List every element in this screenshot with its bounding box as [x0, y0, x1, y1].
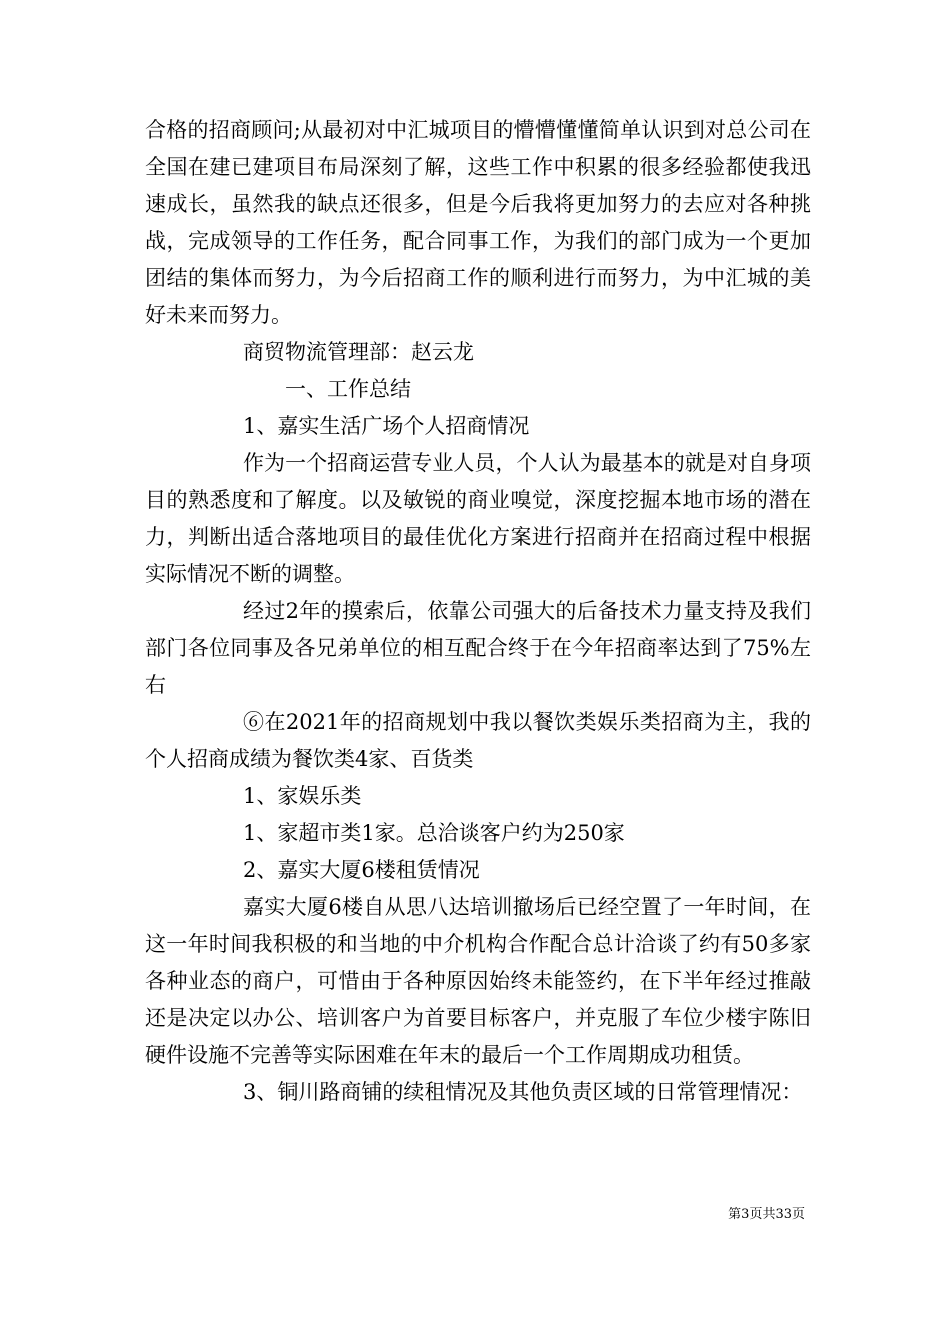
paragraph-two-year-result: 经过2年的摸索后，依靠公司强大的后备技术力量支持及我们部门各位同事及各兄弟单位的相互配合终于在今年招商率达到了75%左右 — [145, 599, 811, 697]
paragraph-department-author: 商贸物流管理部：赵云龙 — [243, 340, 474, 364]
paragraph-2021-plan: ⑥在2021年的招商规划中我以餐饮类娱乐类招商为主，我的个人招商成绩为餐饮类4家、百货类 — [145, 710, 811, 771]
list-item-entertainment: 1、家娱乐类 — [243, 784, 362, 808]
subheading-tongchuan-road: 3、铜川路商铺的续租情况及其他负责区域的日常管理情况： — [243, 1080, 803, 1104]
document-body — [145, 112, 811, 1111]
section-heading-work-summary: 一、工作总结 — [285, 377, 411, 401]
subheading-jiashi-plaza: 1、嘉实生活广场个人招商情况 — [243, 414, 530, 438]
paragraph-tower-leasing: 嘉实大厦6楼自从思八达培训撤场后已经空置了一年时间，在这一年时间我积极的和当地的中介机构合作配合总计洽谈了约有50多家各种业态的商户，可惜由于各种原因始终未能签约，在下半年经过推敲还是决定以办公、培训客户为首要目标客户，并克服了车位少楼宇陈旧硬件设施不完善等实际困难在年末的最后一个工作周期成功租赁。 — [145, 895, 811, 1067]
page-number-footer: 第3页共33页 — [728, 1207, 805, 1222]
paragraph-professional-view: 作为一个招商运营专业人员，个人认为最基本的就是对自身项目的熟悉度和了解度。以及敏锐的商业嗅觉，深度挖掘本地市场的潜在力，判断出适合落地项目的最佳优化方案进行招商并在招商过程中根据实际情况不断的调整。 — [145, 451, 811, 586]
list-item-supermarket: 1、家超市类1家。总洽谈客户约为250家 — [243, 821, 625, 845]
subheading-jiashi-tower: 2、嘉实大厦6楼租赁情况 — [243, 858, 480, 882]
paragraph-closing-statement: 合格的招商顾问;从最初对中汇城项目的懵懵懂懂简单认识到对总公司在全国在建已建项目布局深刻了解，这些工作中积累的很多经验都使我迅速成长，虽然我的缺点还很多，但是今后我将更加努力的去应对各种挑战，完成领导的工作任务，配合同事工作，为我们的部门成为一个更加团结的集体而努力，为今后招商工作的顺利进行而努力，为中汇城的美好未来而努力。 — [145, 118, 811, 327]
